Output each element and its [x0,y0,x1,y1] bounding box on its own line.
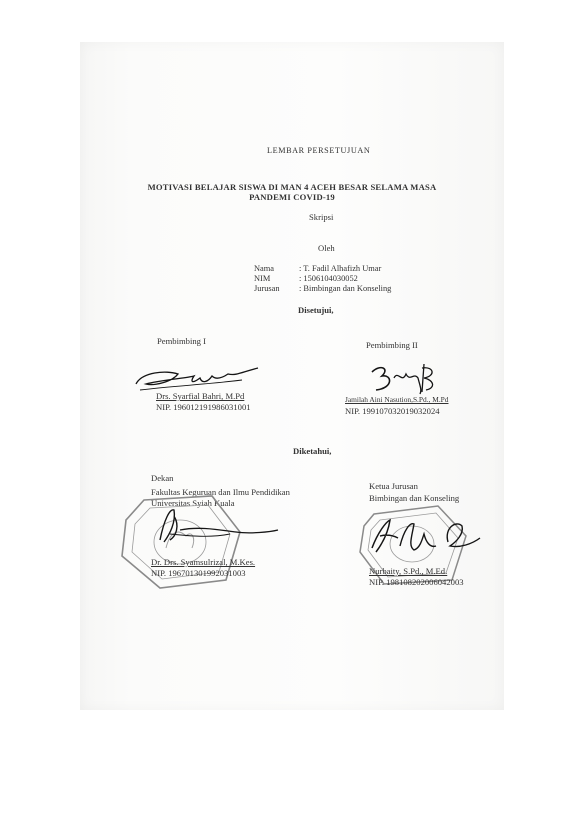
dean-faculty: Fakultas Keguruan dan Ilmu Pendidikan [151,487,290,497]
advisor2-name: Jamilah Aini Nasution,S.Pd., M.Pd [345,395,449,404]
acknowledged-heading: Diketahui, [293,446,332,456]
dean-signature [140,500,280,550]
name-value: : T. Fadil Alhafizh Umar [299,264,382,273]
advisor2-role: Pembimbing II [366,340,418,350]
head-signature [364,512,484,558]
head-department: Bimbingan dan Konseling [369,493,460,503]
nim-label: NIM [254,274,271,283]
advisor1-nip: NIP. 196012191986031001 [156,402,251,412]
document-type: Skripsi [309,212,334,222]
advisor2-signature [364,360,454,400]
thesis-title-line1: MOTIVASI BELAJAR SISWA DI MAN 4 ACEH BESAR SELAMA MASA [147,182,437,192]
nim-value: : 1506104030052 [299,274,358,283]
thesis-title-line2: PANDEMI COVID-19 [249,192,335,202]
department-value: : Bimbingan dan Konseling [299,284,392,293]
page-title: LEMBAR PERSETUJUAN [267,146,371,155]
department-label: Jurusan [254,284,280,293]
advisor1-name: Drs. Syarfial Bahri, M.Pd [156,391,245,401]
dean-name: Dr. Drs. Syamsulrizal, M.Kes. [151,557,256,567]
approved-heading: Disetujui, [298,305,334,315]
dean-nip: NIP. 196701301992031003 [151,568,246,578]
advisor2-nip: NIP. 199107032019032024 [345,406,440,416]
head-role: Ketua Jurusan [369,481,418,491]
head-name: Nurbaity, S.Pd., M.Ed. [369,566,448,576]
head-nip: NIP. 198108202006042003 [369,577,464,587]
dean-role: Dekan [151,473,174,483]
document-page [80,42,504,710]
name-label: Nama [254,264,274,273]
by-label: Oleh [318,243,335,253]
dean-university: Universitas Syiah Kuala [151,498,235,508]
advisor1-role: Pembimbing I [157,336,206,346]
